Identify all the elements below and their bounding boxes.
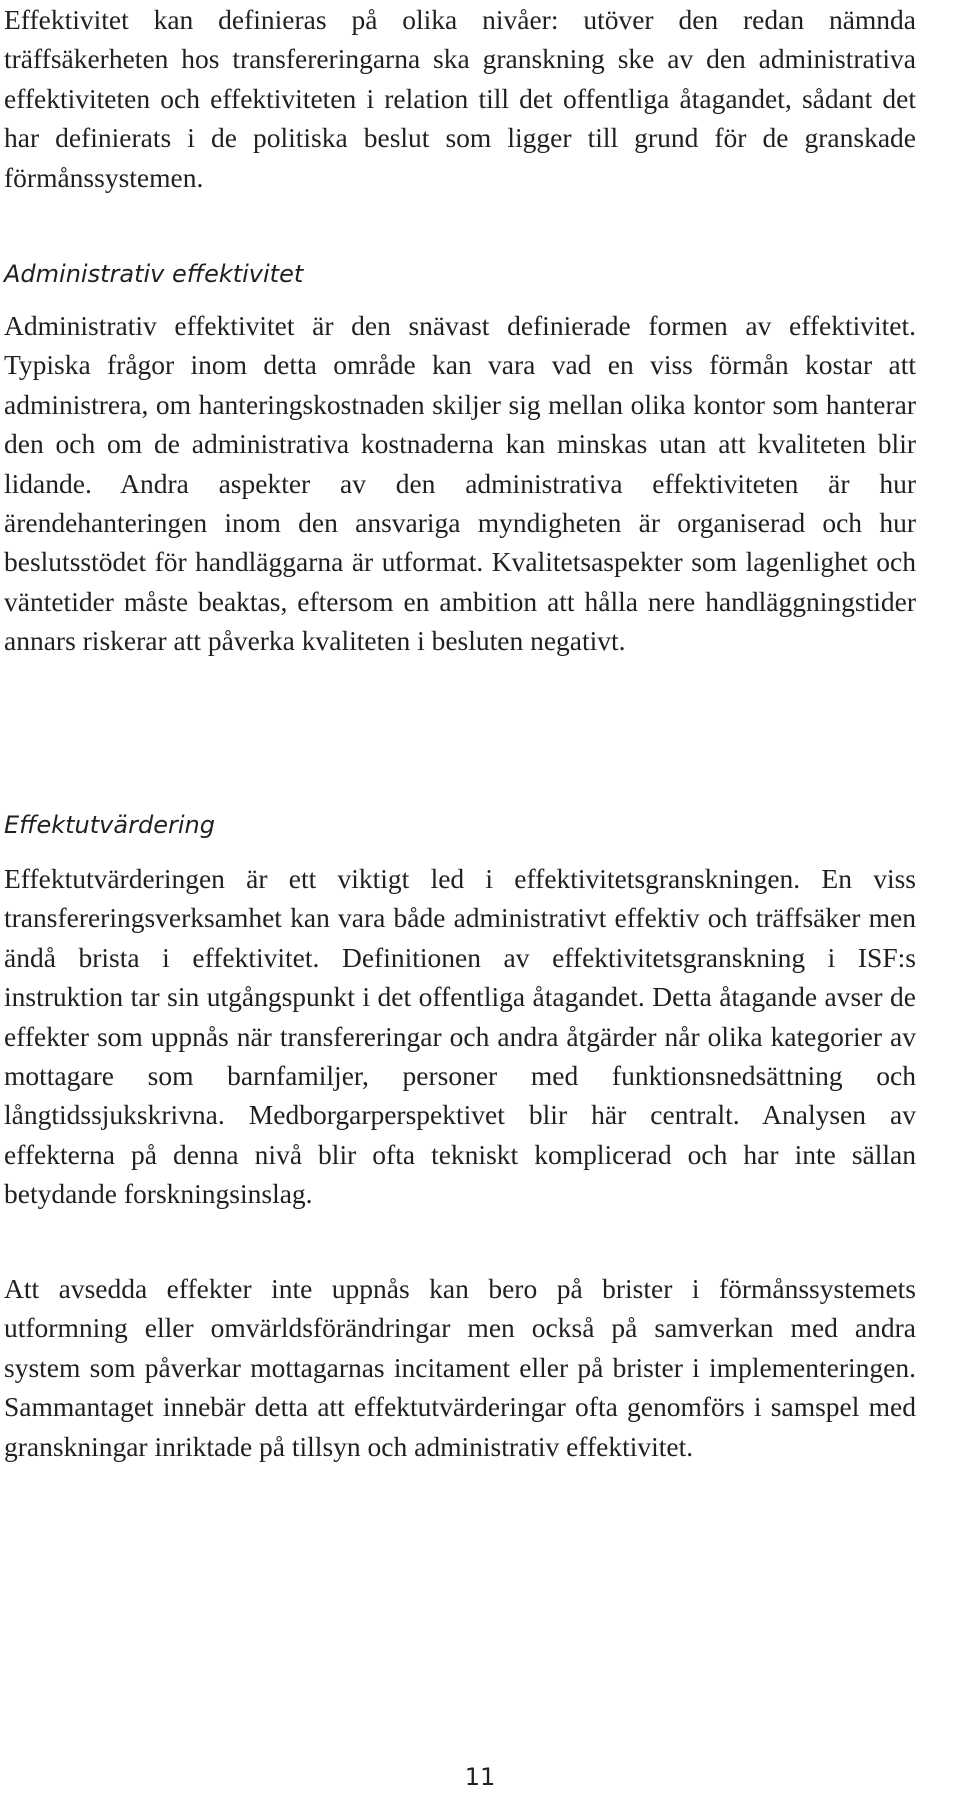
effektutvardering-paragraph-1: Effektutvärderingen är ett viktigt led i effektivitetsgranskningen. En viss transfereringsverksamhet kan vara både administrativt effektiv och träffsäker men ändå brista i effektivitet. Definitionen av effektivitetsgranskning i ISF:s instruktion tar sin utgångspunkt i det offentliga åtagandet. Detta åtagande avser de effekter som uppnås när transfereringar och andra åtgärder når olika kategorier av mottagare som barnfamiljer, personer med funktionsnedsättning och långtidssjukskrivna. Medborgarperspektivet blir här centralt. Analysen av effekterna på denna nivå blir ofta tekniskt komplicerad och har inte sällan betydande forskningsinslag. [4,863,916,1210]
section-heading-administrativ-effektivitet: Administrativ effektivitet [4,260,304,288]
section-heading-effektutvardering: Effektutvärdering [4,811,215,839]
effektutvardering-paragraph-2: Att avsedda effekter inte uppnås kan bero på brister i förmånssystemets utformning eller omvärldsförändringar men också på samverkan med andra system som påverkar mottagarnas incitament eller på brister i implementeringen. Sammantaget innebär detta att effektutvärderingar ofta genomförs i samspel med granskningar inriktade på tillsyn och administrativ effektivitet. [4,1273,916,1462]
page-number: 11 [464,1763,496,1791]
intro-paragraph: Effektivitet kan definieras på olika nivåer: utöver den redan nämnda träffsäkerheten hos transfereringarna ska granskning ske av den administrativa effektiviteten och effektiviteten i relation till det offentliga åtagandet, sådant det har definierats i de politiska beslut som ligger till grund för de granskade förmånssystemen. [4,4,916,193]
administrativ-effektivitet-paragraph: Administrativ effektivitet är den snävast definierade formen av effektivitet. Typiska frågor inom detta område kan vara vad en viss förmån kostar att administrera, om hanteringskostnaden skiljer sig mellan olika kontor som hanterar den och om de administrativa kostnaderna kan minskas utan att kvaliteten blir lidande. Andra aspekter av den administrativa effektiviteten är hur ärendehanteringen inom den ansvariga myndigheten är organiserad och hur beslutsstödet för handläggarna är utformat. Kvalitetsaspekter som lagenlighet och väntetider måste beaktas, eftersom en ambition att hålla nere handläggningstider annars riskerar att påverka kvaliteten i besluten negativt. [4,310,916,657]
